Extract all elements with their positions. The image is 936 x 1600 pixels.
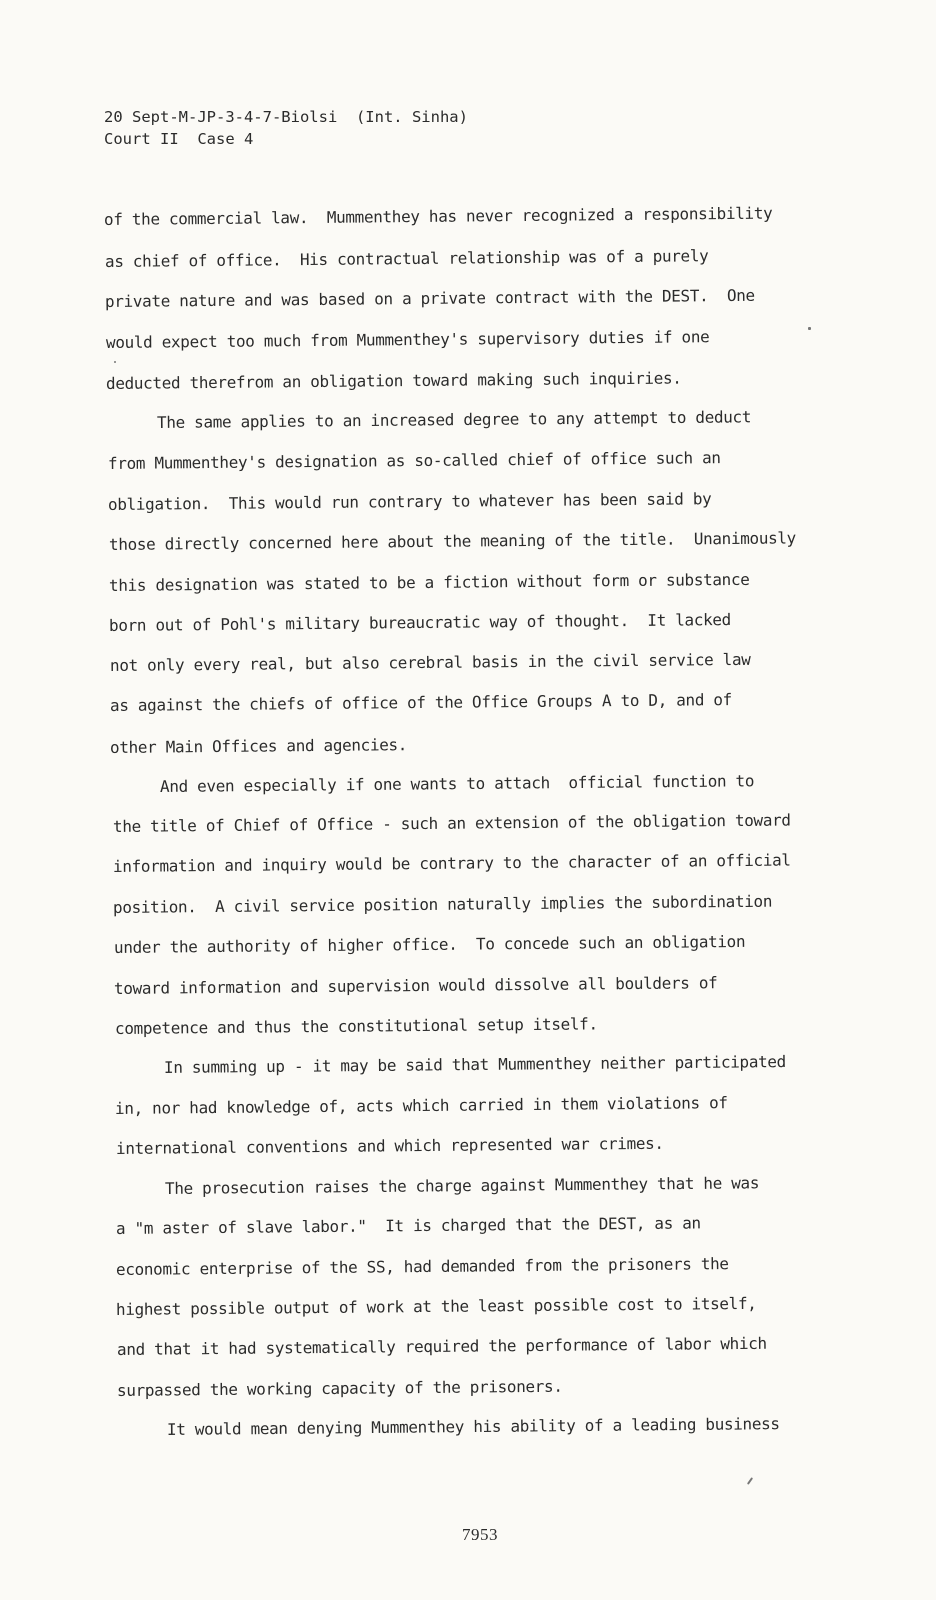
text-line: The prosecution raises the charge against Mummenthey that he was: [164, 1173, 760, 1198]
document-header: [104, 106, 468, 150]
text-line: surpassed the working capacity of the prisoners.: [116, 1376, 563, 1400]
text-line: In summing up - it may be said that Mummenthey neither participated: [163, 1052, 787, 1077]
text-line: obligation. This would run contrary to whatever has been said by: [107, 489, 712, 514]
text-line: this designation was stated to be a fiction without form or substance: [108, 569, 750, 595]
text-line: other Main Offices and agencies.: [109, 735, 408, 757]
text-line: position. A civil service position naturally implies the subordination: [112, 891, 773, 917]
text-line: not only every real, but also cerebral basis in the civil service law: [109, 649, 751, 675]
text-line: The same applies to an increased degree to any attempt to deduct: [156, 407, 752, 432]
text-line: in, nor had knowledge of, acts which carried in them violations of: [114, 1093, 728, 1118]
text-line: under the authority of higher office. To concede such an obligation: [113, 931, 746, 957]
text-line: toward information and supervision would dissolve all boulders of: [113, 973, 718, 998]
paper-speck: [808, 327, 811, 330]
paper-speck: [747, 1477, 753, 1485]
header-line-court: Court II Case 4: [104, 130, 254, 148]
text-line: as chief of office. His contractual relationship was of a purely: [104, 246, 709, 271]
header-line-reference: 20 Sept-M-JP-3-4-7-Biolsi (Int. Sinha): [104, 108, 468, 126]
text-line: information and inquiry would be contrary to the character of an official: [112, 850, 791, 876]
text-line: highest possible output of work at the least possible cost to itself,: [115, 1293, 757, 1319]
text-line: competence and thus the constitutional setup itself.: [114, 1014, 598, 1038]
text-line: And even especially if one wants to attach official function to: [159, 771, 755, 796]
text-line: born out of Pohl's military bureaucratic way of thought. It lacked: [108, 610, 732, 635]
text-line: It would mean denying Mummenthey his ability of a leading business: [166, 1414, 780, 1439]
text-line: a "m aster of slave labor." It is charged that the DEST, as an: [115, 1213, 701, 1238]
text-line: and that it had systematically required the performance of labor which: [116, 1333, 767, 1359]
paper-speck: [114, 361, 116, 363]
text-line: from Mummenthey's designation as so-called chief of office such an: [107, 448, 721, 473]
text-line: the title of Chief of Office - such an extension of the obligation toward: [112, 810, 791, 836]
text-line: would expect too much from Mummenthey's supervisory duties if one: [105, 327, 710, 352]
text-line: private nature and was based on a private contract with the DEST. One: [104, 285, 755, 311]
text-line: as against the chiefs of office of the Office Groups A to D, and of: [109, 690, 733, 715]
text-line: deducted therefrom an obligation toward making such inquiries.: [105, 368, 682, 393]
text-line: economic enterprise of the SS, had demanded from the prisoners the: [115, 1254, 729, 1279]
text-line: those directly concerned here about the meaning of the title. Unanimously: [108, 528, 796, 554]
page-number: 7953: [462, 1525, 498, 1544]
text-line: international conventions and which represented war crimes.: [115, 1133, 664, 1158]
text-line: of the commercial law. Mummenthey has never recognized a responsibility: [103, 203, 773, 229]
